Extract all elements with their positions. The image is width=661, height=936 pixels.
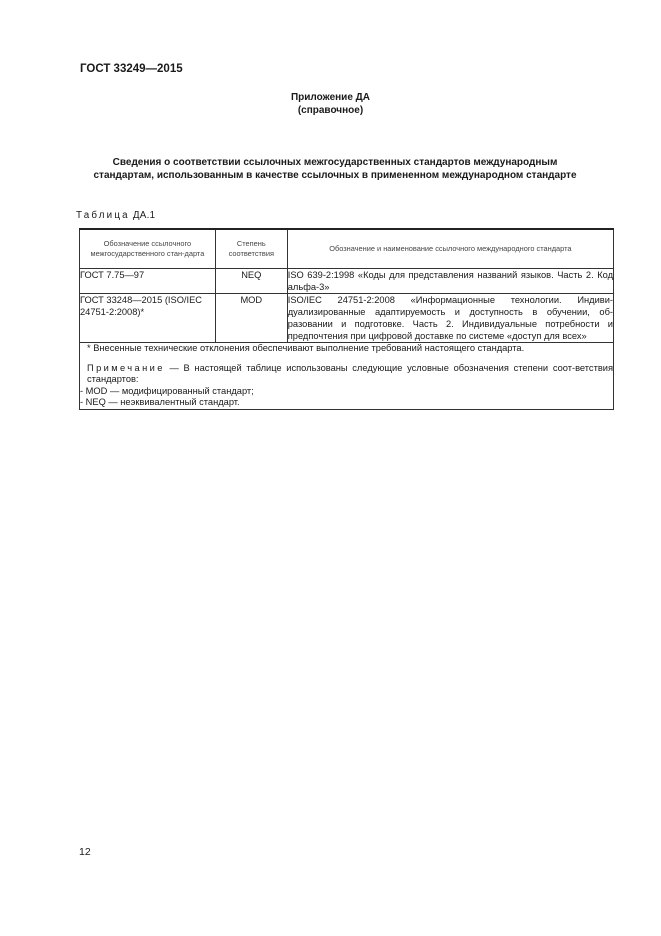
table-caption-word: Таблица [76,210,130,221]
table-note [80,363,613,386]
header-degree: Степень соответствия [215,229,287,269]
cell-international: ISO 639-2:1998 «Коды для представления названий языков. Часть 2. Код альфа-3» [287,270,613,292]
header-international-standard: Обозначение и наименование ссылочного международного стандарта [287,229,613,269]
cell-international: ISO/IEC 24751-2:2008 «Информационные технологии. Индиви-дуализированные адаптируемость и доступность в обучении, об-разовании и подготовке. Часть 2. Индивидуальные потребности и предпочтения при цифровой доставке по системе «доступ для всех» [287,295,613,341]
cell-degree: NEQ [215,269,287,294]
appendix-title: Приложение ДА [290,92,371,103]
table-caption [76,210,155,221]
note-text: — В настоящей таблице использованы следующие условные обозначения степени соот-ветствия стандартов: [87,362,613,384]
table-footnote: * Внесенные технические отклонения обеспечивают выполнение требований настоящего стандарта. [87,343,525,353]
table-row [80,269,614,294]
table-row [80,294,614,343]
note-label: Примечание [87,362,165,373]
page-number: 12 [79,846,91,858]
note-list-item: - MOD — модифицированный стандарт; [80,385,254,396]
cell-national: ГОСТ 33248—2015 (ISO/IEC 24751-2:2008)* [80,294,216,343]
table-notes-row [80,343,614,410]
table-caption-number: ДА.1 [132,210,156,221]
header-national-standard: Обозначение ссылочного межгосударственного стан-дарта [80,229,216,269]
appendix-subtitle: (справочное) [297,105,364,116]
table-notes [80,343,614,410]
table-header-row [80,229,614,269]
cell-national: ГОСТ 7.75—97 [80,269,216,294]
correspondence-table [79,228,614,410]
note-list-item: - NEQ — неэквивалентный стандарт. [80,397,240,407]
document-id: ГОСТ 33249—2015 [80,63,183,75]
section-title: Сведения о соответствии ссылочных межгосударственных стандартов международным стандартам, использованным в качестве ссылочных в примененном международном стандарте [93,157,577,181]
cell-degree: MOD [215,294,287,343]
